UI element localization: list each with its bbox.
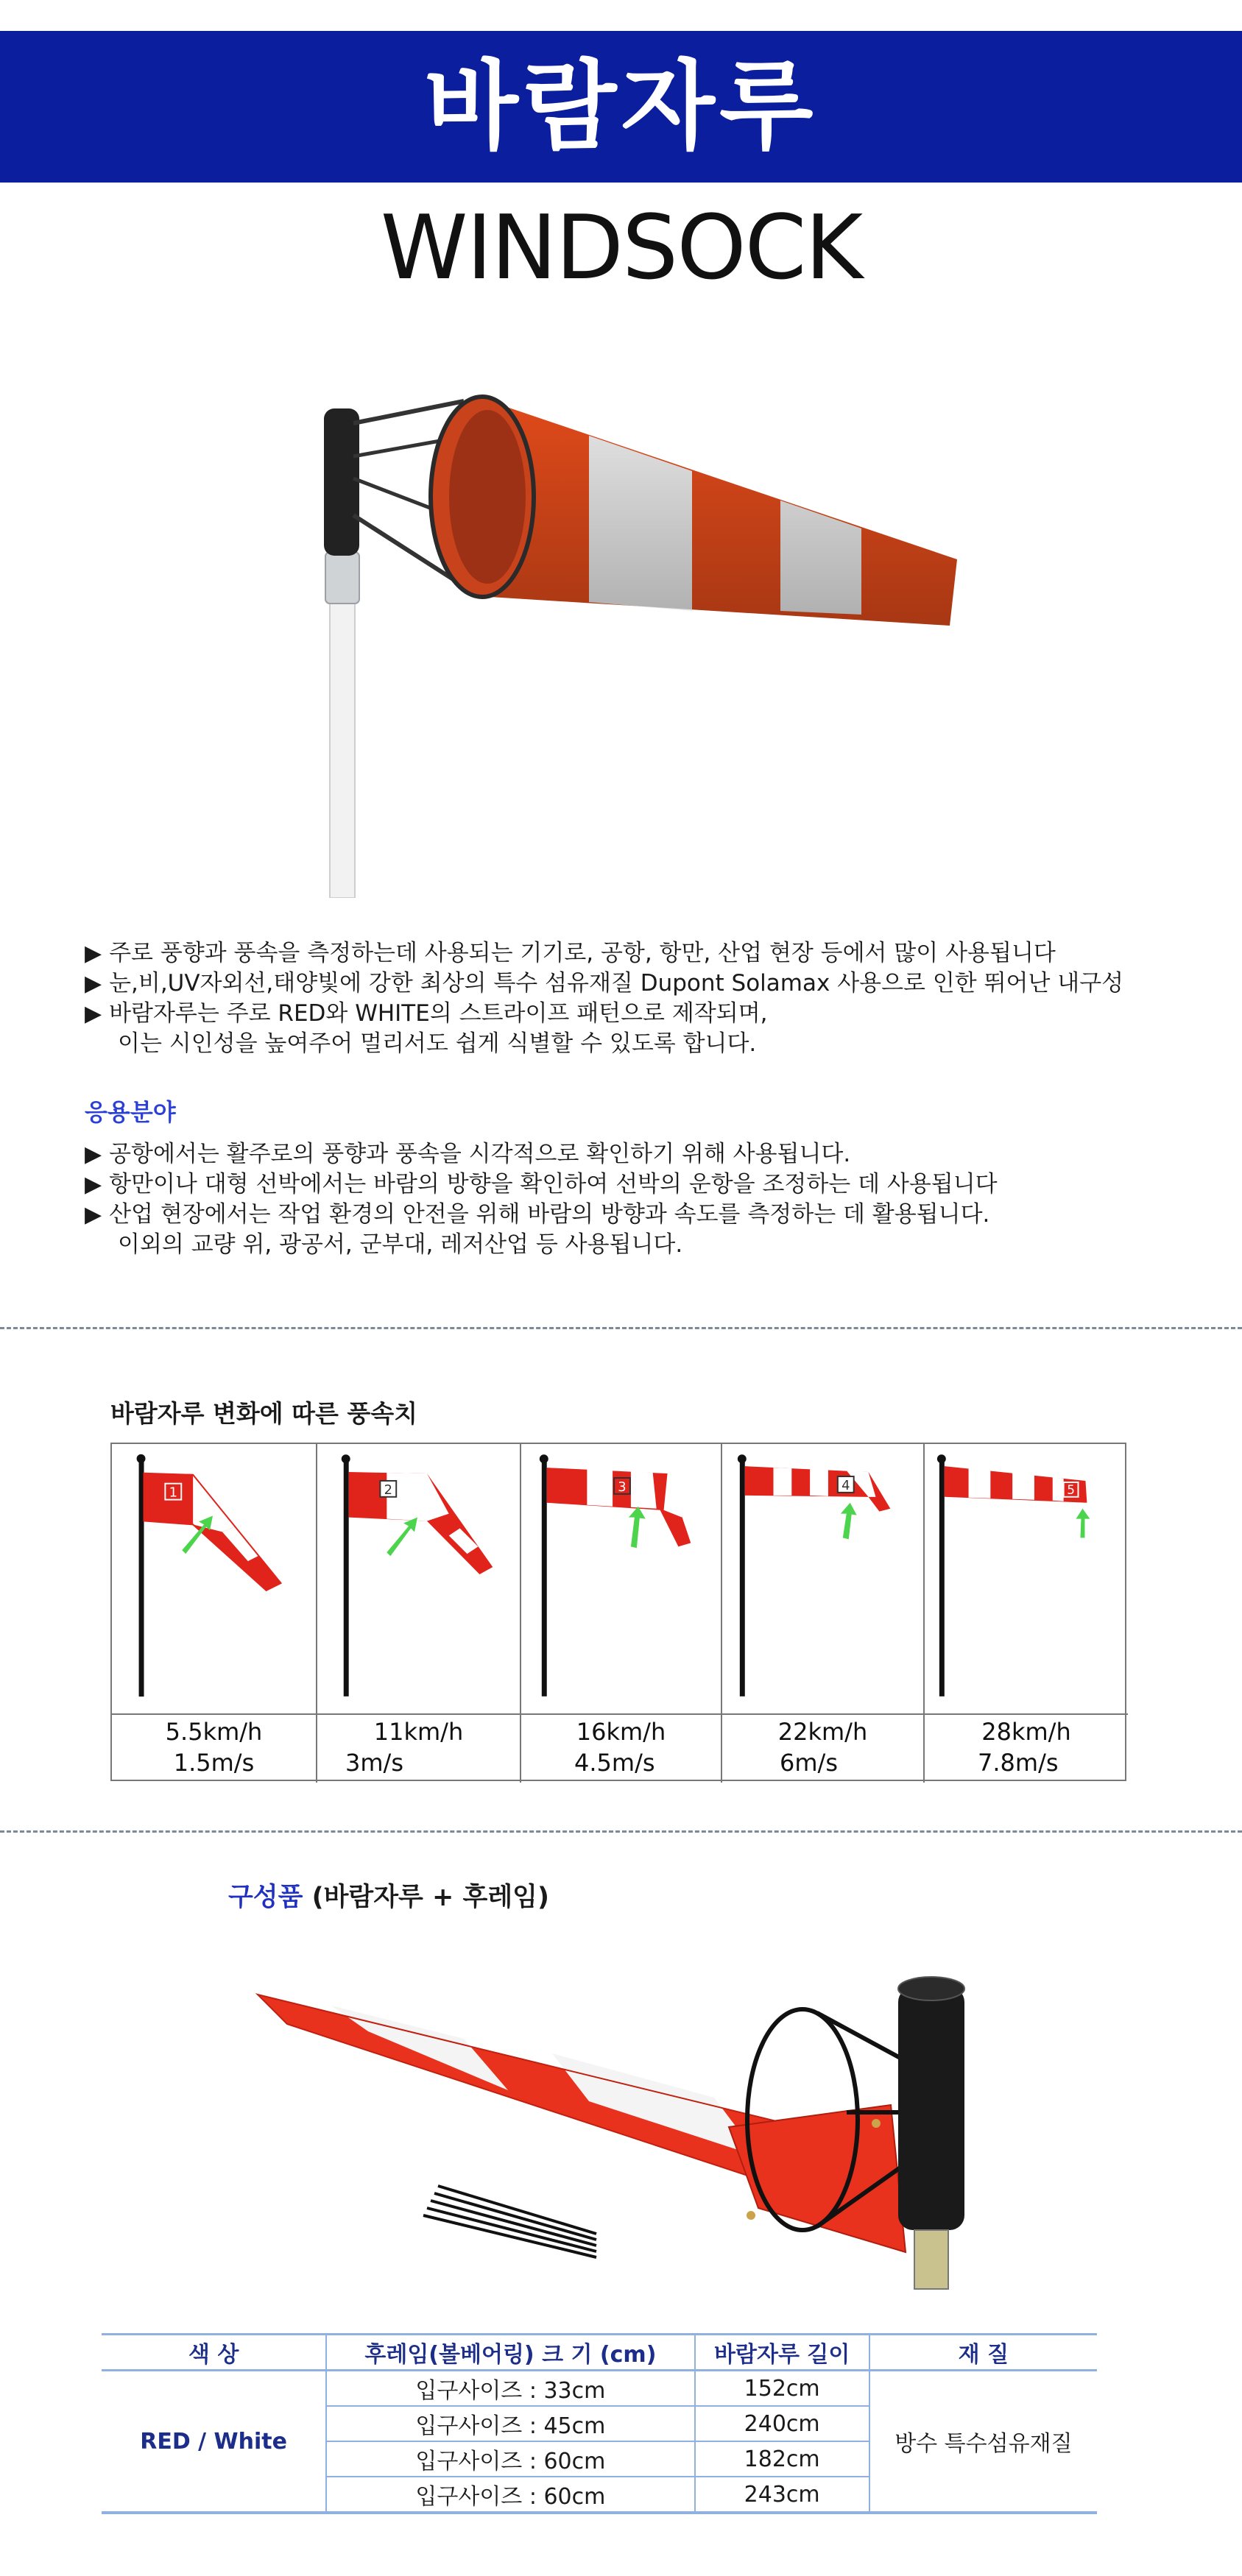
level-number: 2 [384, 1482, 392, 1498]
section-divider [0, 1830, 1242, 1833]
bullet-arrow-icon: ▶ [85, 941, 102, 966]
windsock-level-1-icon [112, 1444, 316, 1715]
windsock-level-2-icon [317, 1444, 520, 1715]
speed-kmh: 16km/h [576, 1718, 666, 1746]
wind-speed-cell [112, 1444, 316, 1783]
page-subtitle: WINDSOCK [380, 197, 862, 300]
speed-ms: 4.5m/s [574, 1749, 655, 1777]
speed-ms: 7.8m/s [978, 1749, 1059, 1777]
table-row [102, 2371, 1097, 2407]
components-heading [228, 1877, 549, 1914]
speed-ms: 6m/s [780, 1749, 838, 1777]
frame-size-value: 입구사이즈 : 60cm [326, 2477, 694, 2513]
bullet-arrow-icon: ▶ [85, 1001, 102, 1027]
level-number: 5 [1067, 1482, 1075, 1497]
frame-size-value: 입구사이즈 : 60cm [326, 2441, 694, 2477]
application-item: ▶ 항만이나 대형 선박에서는 바람의 방향을 확인하여 선박의 운항을 조정하는 데 사용됩니다 [85, 1171, 998, 1197]
windsock-hero-image [280, 368, 987, 898]
application-item-continued: 이외의 교량 위, 광공서, 군부대, 레저산업 등 사용됩니다. [118, 1231, 683, 1258]
speed-kmh: 5.5km/h [165, 1718, 263, 1746]
bullet-arrow-icon: ▶ [85, 1142, 102, 1167]
bullet-arrow-icon: ▶ [85, 1172, 102, 1197]
speed-ms: 3m/s [345, 1749, 403, 1777]
components-label: 구성품 [228, 1883, 303, 1912]
windsock-level-5-icon [925, 1444, 1128, 1715]
length-value: 240cm [695, 2406, 869, 2441]
wind-speed-cell [721, 1444, 923, 1783]
speed-kmh: 22km/h [777, 1718, 868, 1746]
description-item: ▶ 바람자루는 주로 RED와 WHITE의 스트라이프 패턴으로 제작되며, [85, 1000, 768, 1027]
header-frame-size: 후레임(볼베어링) 크 기 (cm) [326, 2335, 694, 2371]
frame-size-value: 입구사이즈 : 33cm [326, 2371, 694, 2407]
level-number: 4 [841, 1477, 850, 1493]
wind-speed-cell [923, 1444, 1128, 1783]
speed-ms: 1.5m/s [173, 1749, 255, 1777]
wind-speed-title: 바람자루 변화에 따른 풍속치 [110, 1399, 418, 1428]
length-value: 243cm [695, 2477, 869, 2513]
color-value: RED / White [102, 2371, 326, 2513]
frame-size-value: 입구사이즈 : 45cm [326, 2406, 694, 2441]
spec-table [102, 2333, 1097, 2514]
description-item: ▶ 주로 풍향과 풍속을 측정하는데 사용되는 기기로, 공항, 항만, 산업 현장 등에서 많이 사용됩니다 [85, 940, 1056, 966]
spec-table-header [102, 2335, 1097, 2371]
header-length: 바람자루 길이 [695, 2335, 869, 2371]
applications-heading: 응용분야 [85, 1098, 176, 1126]
application-item: ▶ 산업 현장에서는 작업 환경의 안전을 위해 바람의 방향과 속도를 측정하는 데 활용됩니다. [85, 1201, 990, 1228]
components-detail: (바람자루 + 후레임) [303, 1883, 549, 1912]
windsock-level-3-icon [521, 1444, 721, 1715]
description-item-continued: 이는 시인성을 높여주어 멀리서도 쉽게 식별할 수 있도록 합니다. [118, 1030, 757, 1057]
application-item: ▶ 공항에서는 활주로의 풍향과 풍속을 시각적으로 확인하기 위해 사용됩니다. [85, 1141, 851, 1167]
section-divider [0, 1327, 1242, 1329]
wind-speed-table [110, 1443, 1126, 1781]
bullet-arrow-icon: ▶ [85, 1202, 102, 1228]
level-number: 3 [618, 1479, 627, 1495]
length-value: 182cm [695, 2441, 869, 2477]
wind-speed-cell [316, 1444, 520, 1783]
speed-kmh: 11km/h [373, 1718, 464, 1746]
speed-kmh: 28km/h [981, 1718, 1071, 1746]
level-number: 1 [169, 1485, 177, 1501]
bullet-arrow-icon: ▶ [85, 971, 102, 997]
material-value: 방수 특수섬유재질 [869, 2371, 1097, 2513]
windsock-level-4-icon [722, 1444, 923, 1715]
windsock-components-image [243, 1943, 994, 2296]
header-material: 재 질 [869, 2335, 1097, 2371]
header-color: 색 상 [102, 2335, 326, 2371]
description-item: ▶ 눈,비,UV자외선,태양빛에 강한 최상의 특수 섬유재질 Dupont Solamax 사용으로 인한 뛰어난 내구성 [85, 970, 1124, 997]
wind-speed-cell [520, 1444, 721, 1783]
page-title: 바람자루 [424, 50, 818, 163]
length-value: 152cm [695, 2371, 869, 2407]
